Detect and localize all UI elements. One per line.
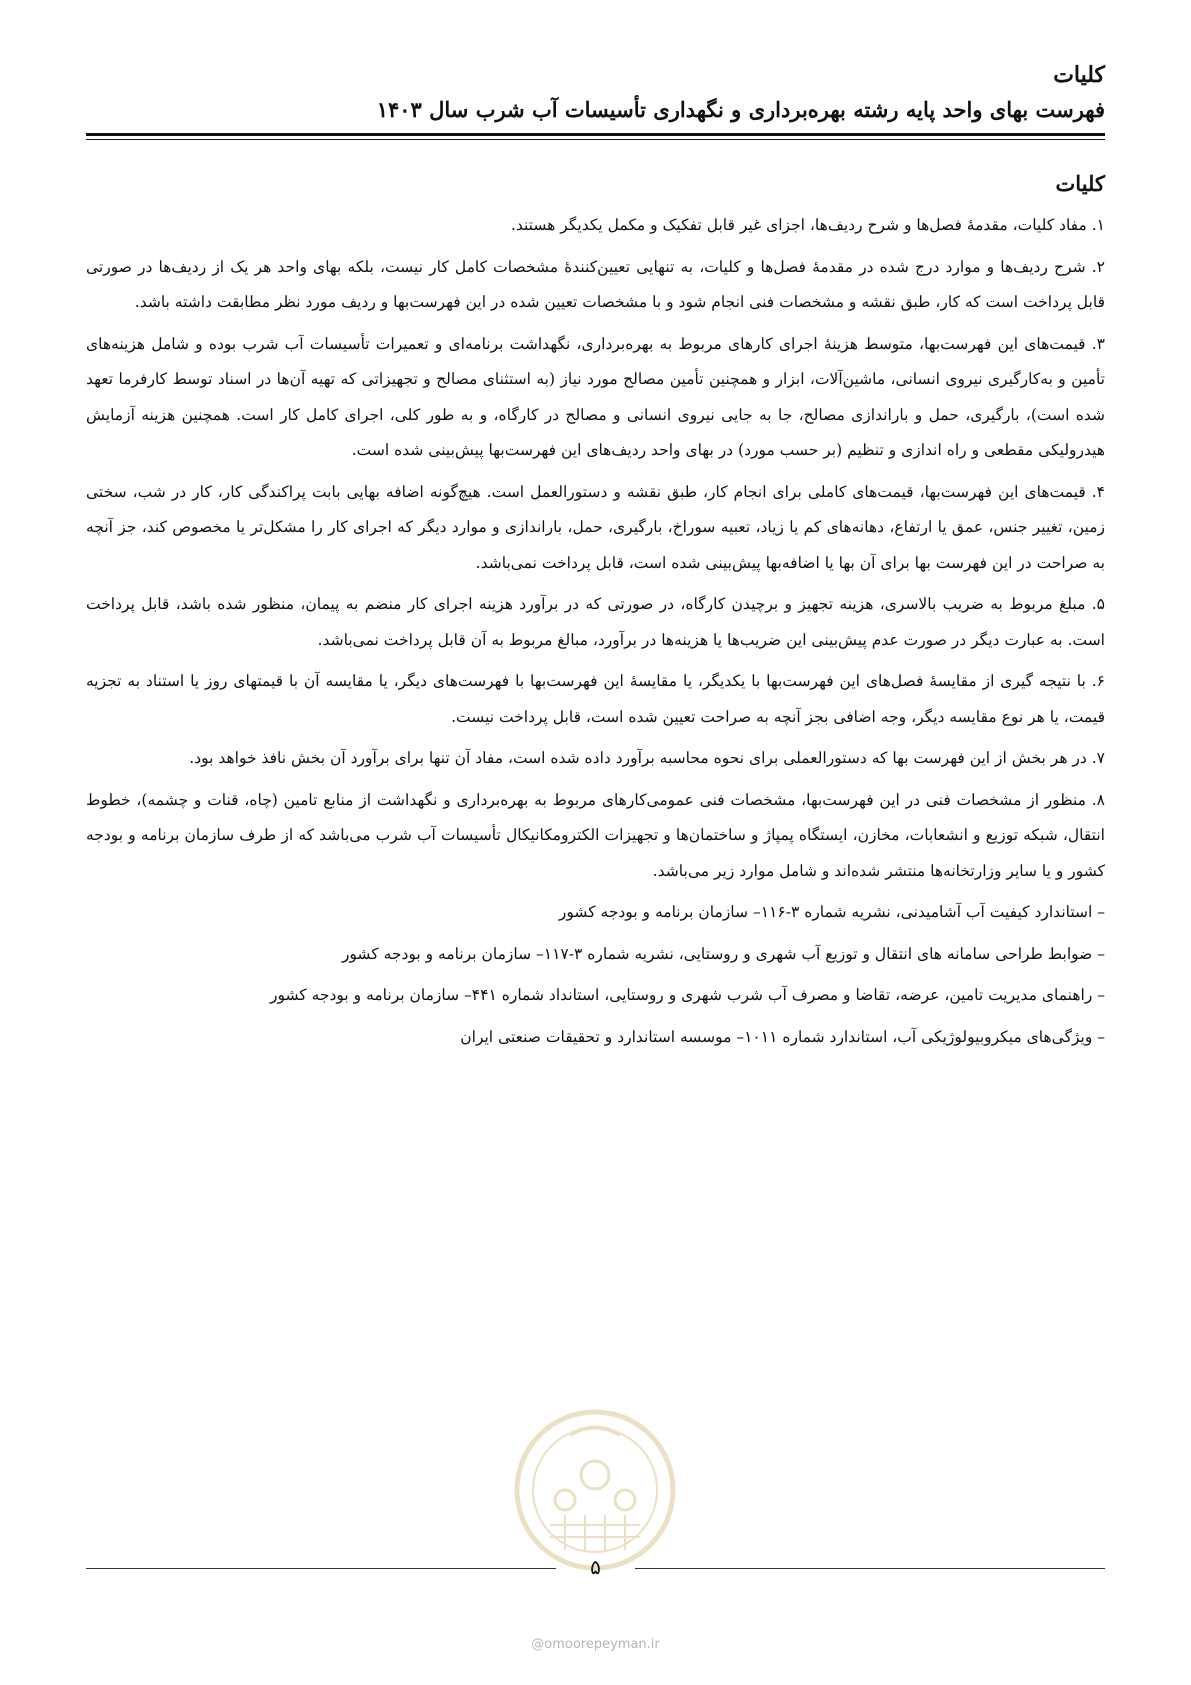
list-item: – راهنمای مدیریت تامین، عرضه، تقاضا و مصرف آب شرب شهری و روستایی، استانداد شماره ۴۴۱– سازمان برنامه و بودجه کشور <box>269 986 1105 1004</box>
header-rule-thin <box>86 139 1105 140</box>
paragraph-7: ۷. در هر بخش از این فهرست بها که دستورالعملی برای نحوه محاسبه برآورد داده شده است، مفاد آن تنها برای برآورد آن بخش نافذ خواهد بود. <box>189 749 1105 767</box>
paragraph-2: ۲. شرح ردیف‌ها و موارد درج شده در مقدمهٔ فصل‌ها و کلیات، به تنهایی تعیین‌کنندهٔ مشخصات کامل کار نیست، بلکه بهای واحد هر یک از ردیف‌ها در صورتی قابل پرداخت است که کار، طبق نقشه و مشخصات فنی انجام شود و با مشخصات تعیین شده در این فهرست‌بها و ردیف مورد نظر مطابقت داشته باشد. <box>86 257 1105 311</box>
main-content <box>86 168 1105 1061</box>
section-title: کلیات <box>1055 171 1105 196</box>
seal-logo-icon <box>510 1405 680 1575</box>
site-watermark-text: @omoorepeyman.ir <box>531 1637 660 1652</box>
paragraph-8: ۸. منظور از مشخصات فنی در این فهرست‌بها، مشخصات فنی عمومی‌کارهای مربوط به بهره‌برداری و نگهداشت از منابع تامین (چاه، قنات و چشمه)، خطوط انتقال، شبکه توزیع و انشعابات، مخازن، ایستگاه پمپاژ و ساختمان‌ها و تجهیزات الکترومکانیکال تأسیسات آب شرب می‌باشد که از طرف سازمان برنامه و بودجه کشور و یا سایر وزارتخانه‌ها منتشر شده‌اند و شامل موارد زیر می‌باشد. <box>86 790 1105 880</box>
standards-list <box>86 895 1105 1055</box>
paragraph-5: ۵. مبلغ مربوط به ضریب بالاسری، هزینه تجهیز و برچیدن کارگاه، در صورتی که در برآورد هزینه اجرای کار منضم به پیمان، منظور شده باشد، قابل پرداخت است. به عبارت دیگر در صورت عدم پیش‌بینی این ضریب‌ها یا هزینه‌ها در برآورد، مبالغ مربوط به آن قابل پرداخت نمی‌باشد. <box>86 595 1105 649</box>
header-section-label: کلیات <box>1053 62 1105 88</box>
paragraph-6: ۶. با نتیجه گیری از مقایسهٔ فصل‌های این فهرست‌بها با یکدیگر، یا مقایسهٔ این فهرست‌بها با فهرست‌های دیگر، یا مقایسه آن با قیمتهای روز یا استناد به تجزیه قیمت، یا هر نوع مقایسه دیگر، وجه اضافی بجز آنچه به صراحت تعیین شده است، قابل پرداخت نیست. <box>86 672 1105 726</box>
page-number: ۵ <box>590 1555 601 1579</box>
list-item: – ضوابط طراحی سامانه های انتقال و توزیع آب شهری و روستایی، نشریه شماره ۳-۱۱۷– سازمان برنامه و بودجه کشور <box>341 944 1105 963</box>
header-rule-thick <box>86 133 1105 136</box>
running-header <box>86 58 1105 128</box>
list-item: – استاندارد کیفیت آب آشامیدنی، نشریه شماره ۳-۱۱۶– سازمان برنامه و بودجه کشور <box>558 903 1105 921</box>
header-document-title: فهرست بهای واحد پایه رشته بهره‌برداری و نگهداری تأسیسات آب شرب سال ۱۴۰۳ <box>376 97 1105 122</box>
list-item: – ویژگی‌های میکروبیولوژیکی آب، استاندارد شماره ۱۰۱۱– موسسه استاندارد و تحقیقات صنعتی ایران <box>460 1027 1105 1046</box>
paragraph-1: ۱. مفاد کلیات، مقدمهٔ فصل‌ها و شرح ردیف‌ها، اجزای غیر قابل تفکیک و مکمل یکدیگر هستند. <box>510 216 1105 234</box>
paragraph-4: ۴. قیمت‌های این فهرست‌بها، قیمت‌های کاملی برای انجام کار، طبق نقشه و دستورالعمل است. هیچ‌گونه اضافه بهایی بابت پراکندگی کار، کار در شب، سختی زمین، تغییر جنس، عمق یا ارتفاع، دهانه‌های کم یا زیاد، تعبیه سوراخ، بارگیری، حمل، باراندازی و موارد دیگر که اجرای کار را مشکل‌تر یا مخصوص کند، جز آنچه به صراحت در این فهرست بها برای آن بها یا اضافه‌بها پیش‌بینی شده است، قابل پرداخت نمی‌باشد. <box>86 482 1105 572</box>
paragraph-3: ۳. قیمت‌های این فهرست‌بها، متوسط هزینهٔ اجرای کارهای مربوط به بهره‌برداری، نگهداشت برنامه‌ای و تعمیرات تأسیسات آب شرب بوده و شامل هزینه‌های تأمین و به‌کارگیری نیروی انسانی، ماشین‌آلات، ابزار و همچنین تأمین مصالح مورد نیاز (به استثنای مصالح و تجهیزاتی که تهیه آن‌ها در اسناد توسط کارفرما تعهد شده است)، بارگیری، حمل و باراندازی مصالح، جا به جایی نیروی انسانی و مصالح در کارگاه، و به طور کلی، اجرای کامل کار است. همچنین هزینه آزمایش هیدرولیکی مقطعی و راه اندازی و تنظیم (بر حسب مورد) در بهای واحد ردیف‌های این فهرست‌بها پیش‌بینی شده است. <box>86 334 1105 459</box>
